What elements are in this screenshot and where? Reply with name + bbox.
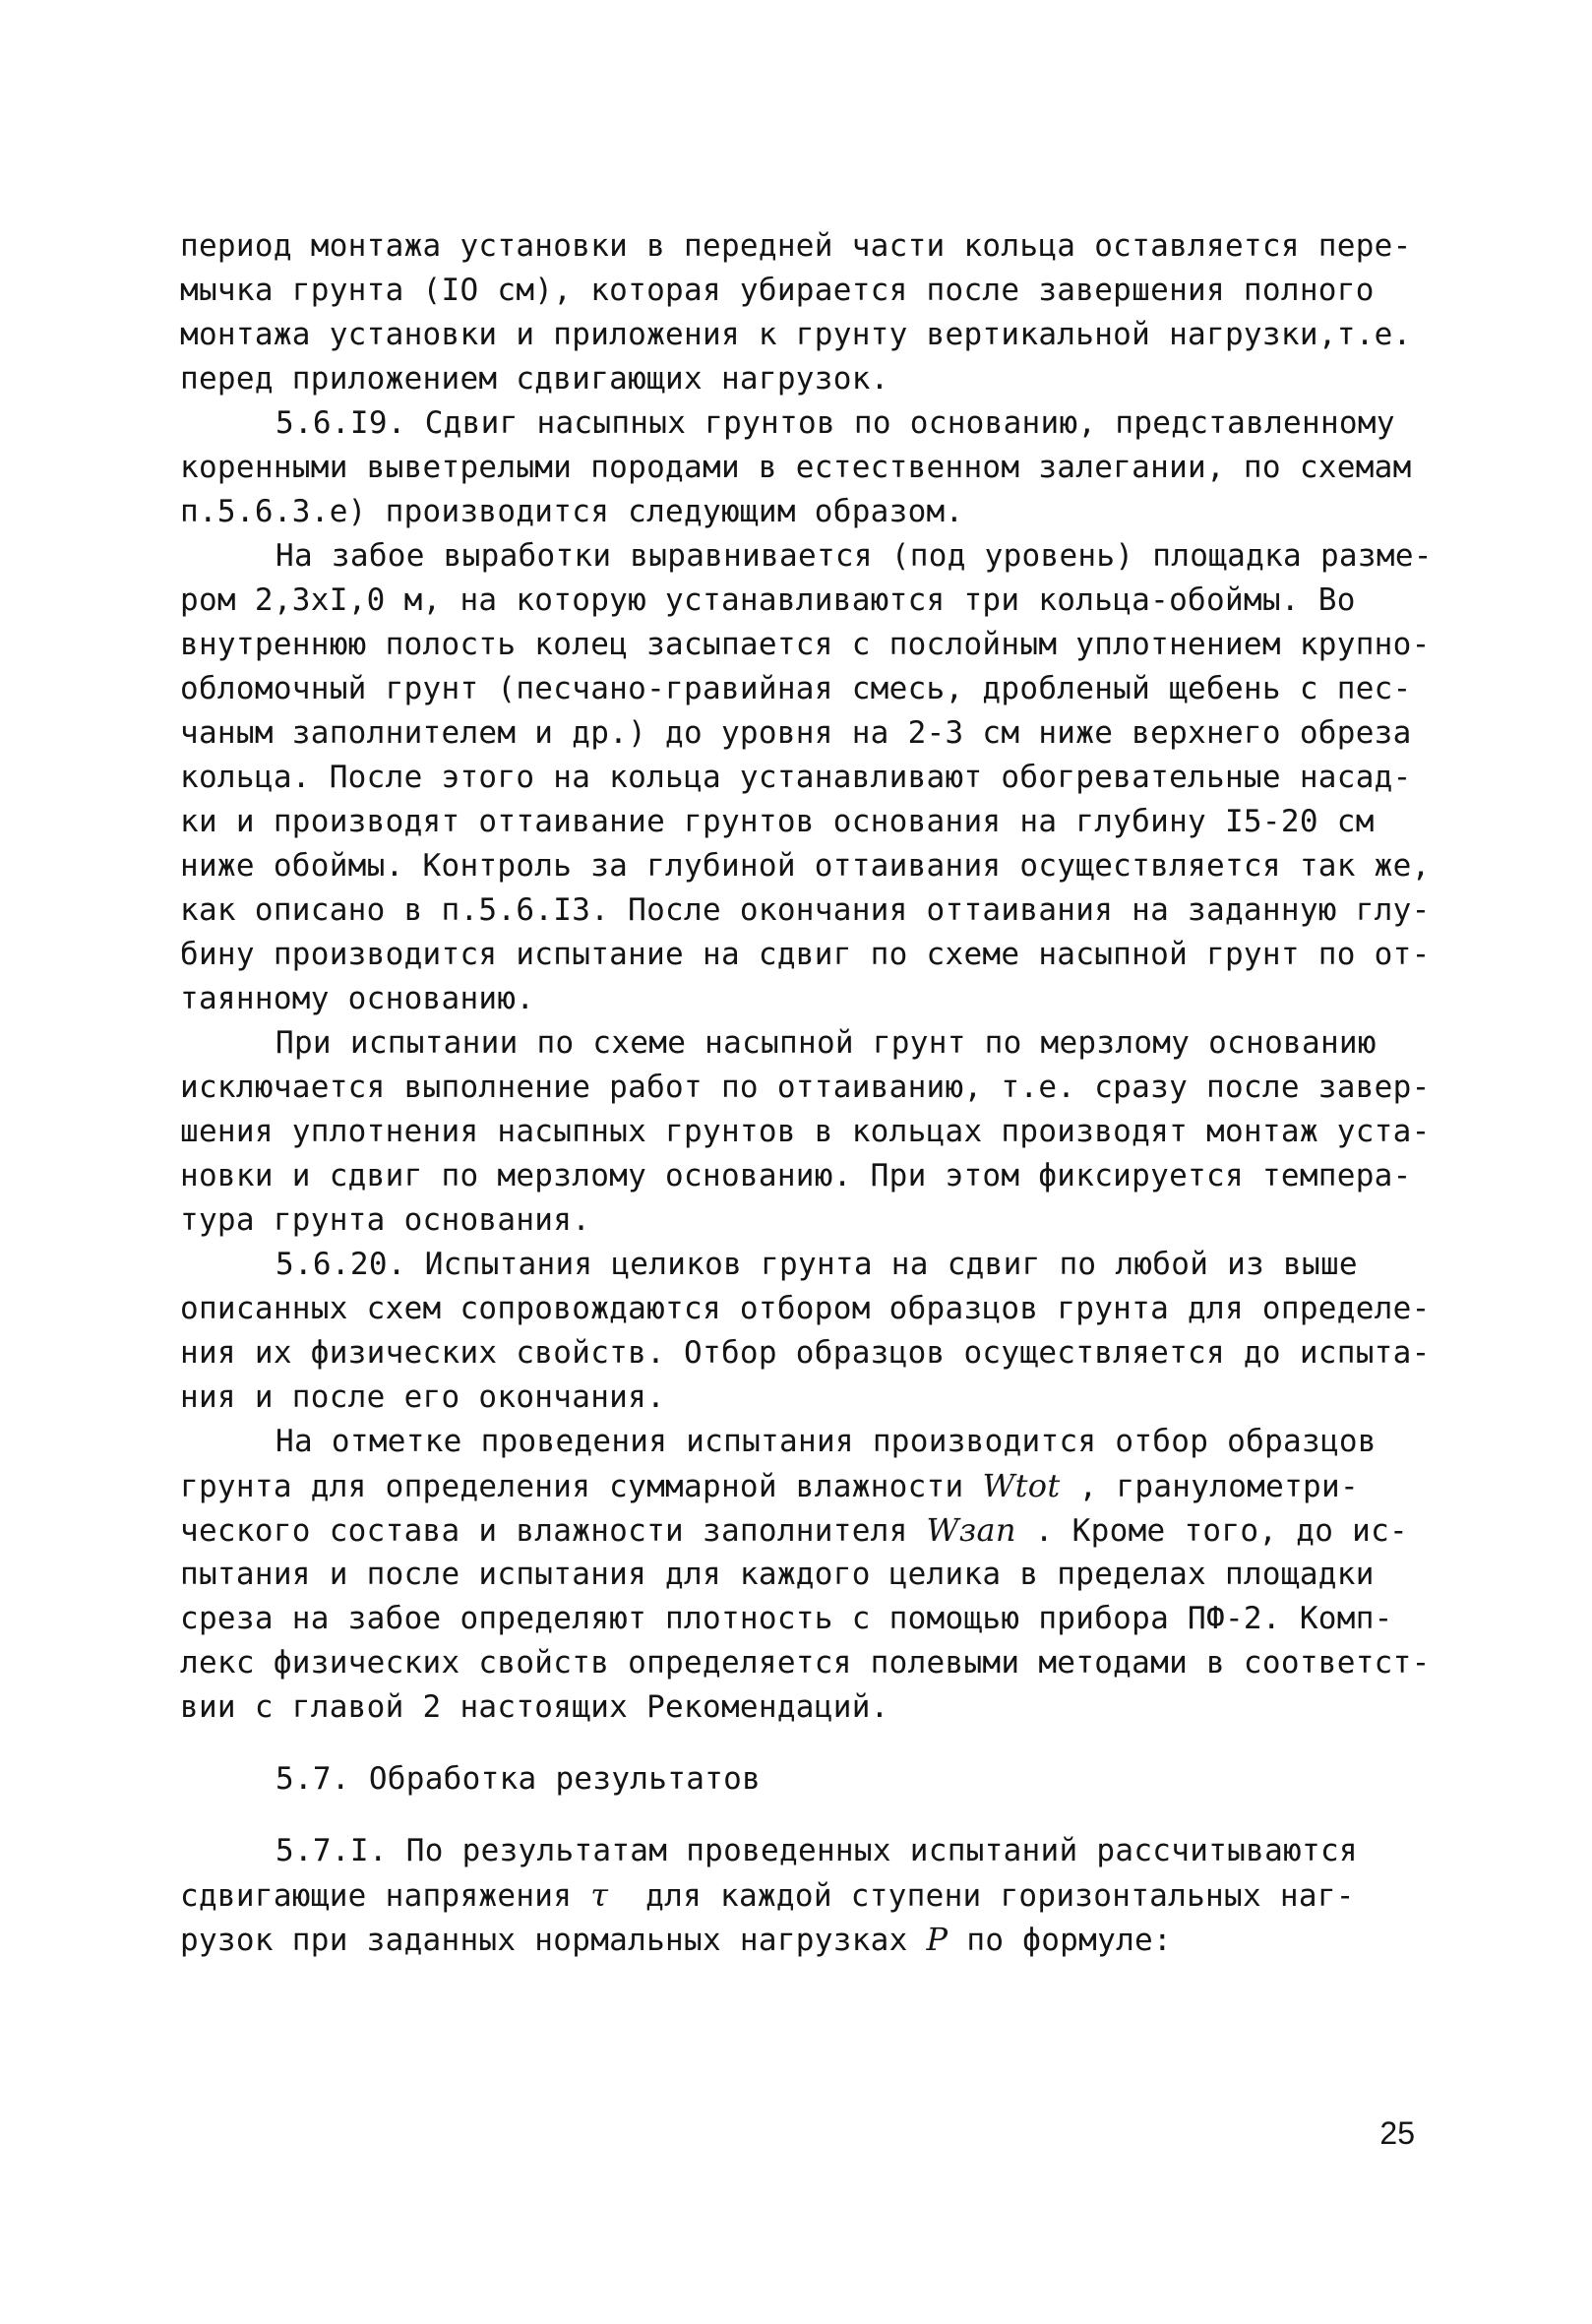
text-line: ром 2,3xI,0 м, на которую устанавливаются три кольца-обоймы. Во <box>180 582 1356 618</box>
paragraph-5-6-20-start: 5.6.20. Испытания целиков грунта на сдвиг по любой из выше <box>276 1247 1358 1282</box>
text-line: монтажа установки и приложения к грунту вертикальной нагрузки,т.е. <box>180 317 1412 352</box>
text-line: период монтажа установки в передней части кольца оставляется пере- <box>180 228 1412 264</box>
text-line: шения уплотнения насыпных грунтов в кольцах производят монтаж уста- <box>180 1114 1431 1149</box>
text-fragment: . Кроме того, до ис- <box>1015 1513 1409 1549</box>
symbol-filler-moisture: Wзап <box>926 1511 1016 1549</box>
symbol-normal-load: P <box>926 1921 949 1958</box>
text-line: ки и производят оттаивание грунтов основания на глубину I5-20 см <box>180 804 1375 839</box>
text-fragment: грунта для определения суммарной влажности <box>180 1469 983 1504</box>
text-line: среза на забое определяют плотность с помощью прибора ПФ-2. Комп- <box>180 1601 1393 1636</box>
text-line: исключается выполнение работ по оттаиванию, т.е. сразу после завер- <box>180 1070 1431 1105</box>
text-line: обломочный грунт (песчано-гравийная смесь, дробленый щебень с пес- <box>180 671 1412 706</box>
text-line-tau <box>180 1873 1459 1918</box>
text-line: таянному основанию. <box>180 981 535 1016</box>
text-line: чаным заполнителем и др.) до уровня на 2-3 см ниже верхнего обреза <box>180 715 1412 751</box>
text-line: внутреннюю полость колец засыпается с послойным уплотнением крупно- <box>180 627 1431 662</box>
section-heading: 5.7. Обработка результатов <box>276 1761 762 1797</box>
text-line: ниже обоймы. Контроль за глубиной оттаивания осуществляется так же, <box>180 848 1431 884</box>
text-fragment: по формуле: <box>948 1923 1172 1958</box>
paragraph-5-7-1-start: 5.7.I. По результатам проведенных испытаний рассчитываются <box>276 1833 1358 1868</box>
paragraph-start: При испытании по схеме насыпной грунт по мерзлому основанию <box>276 1025 1377 1061</box>
text-line: ния их физических свойств. Отбор образцов осуществляется до испыта- <box>180 1335 1431 1371</box>
text-fragment: ческого состава и влажности заполнителя <box>180 1513 927 1549</box>
text-line: мычка грунта (IO см), которая убирается после завершения полного <box>180 273 1375 308</box>
paragraph-start: На отметке проведения испытания производится отбор образцов <box>276 1424 1377 1459</box>
text-line: бину производится испытание на сдвиг по схеме насыпной грунт по от- <box>180 937 1431 972</box>
text-line: кольца. После этого на кольца устанавливают обогревательные насад- <box>180 760 1412 795</box>
text-fragment: для каждой ступени горизонтальных наг- <box>608 1878 1355 1914</box>
text-line: тура грунта основания. <box>180 1202 591 1238</box>
text-line: ния и после его окончания. <box>180 1379 666 1415</box>
body-text <box>180 224 1459 1962</box>
text-line: пытания и после испытания для каждого целика в пределах площадки <box>180 1557 1375 1592</box>
text-line: вии с главой 2 настоящих Рекомендаций. <box>180 1689 889 1725</box>
text-line-wzap <box>180 1508 1459 1553</box>
text-line: п.5.6.3.е) производится следующим образом. <box>180 494 964 529</box>
text-line-wtot <box>180 1464 1459 1508</box>
page-number: 25 <box>1379 2115 1415 2151</box>
paragraph-start: На забое выработки выравнивается (под уровень) площадка разме- <box>276 538 1433 574</box>
text-fragment: , гранулометри- <box>1060 1469 1359 1504</box>
text-line: как описано в п.5.6.I3. После окончания оттаивания на заданную глу- <box>180 892 1431 928</box>
symbol-shear-stress: τ <box>590 1876 609 1914</box>
paragraph-5-6-19-start: 5.6.I9. Сдвиг насыпных грунтов по основанию, представленному <box>276 405 1395 441</box>
text-line-p <box>180 1918 1459 1962</box>
text-line: описанных схем сопровождаются отбором образцов грунта для определе- <box>180 1291 1431 1326</box>
text-line: лекс физических свойств определяется полевыми методами в соответст- <box>180 1645 1431 1681</box>
text-fragment: рузок при заданных нормальных нагрузках <box>180 1923 927 1958</box>
symbol-total-moisture: Wtot <box>982 1467 1061 1504</box>
text-fragment: сдвигающие напряжения <box>180 1878 591 1914</box>
text-line: перед приложением сдвигающих нагрузок. <box>180 361 889 397</box>
text-line: новки и сдвиг по мерзлому основанию. При этом фиксируется темпера- <box>180 1158 1412 1193</box>
text-line: коренными выветрелыми породами в естественном залегании, по схемам <box>180 450 1412 485</box>
